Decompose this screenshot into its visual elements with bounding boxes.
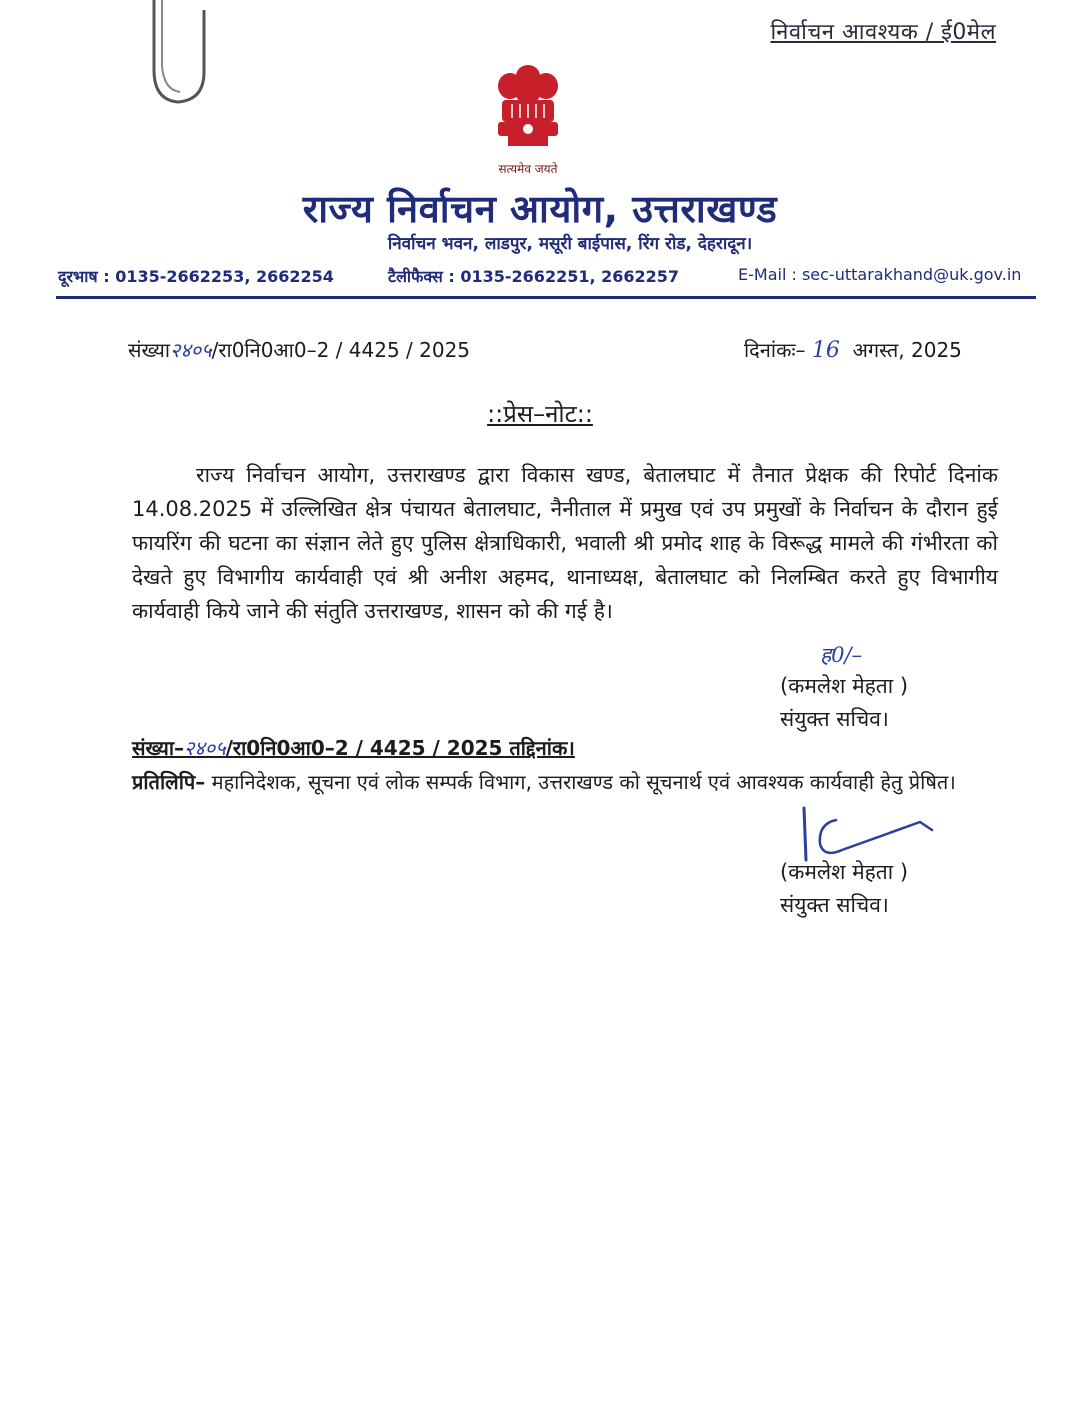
email-address: E-Mail : sec-uttarakhand@uk.gov.in — [738, 265, 1022, 284]
press-note-title-text: ::प्रेस–नोट:: — [487, 400, 593, 428]
signature-block-1 — [780, 640, 980, 736]
signatory-name: (कमलेश मेहता ) — [780, 674, 909, 698]
copy-ref-prefix: संख्या– — [132, 736, 184, 760]
copy-ref-suffix: /रा0नि0आ0–2 / 4425 / 2025 तद्दिनांक। — [225, 736, 575, 760]
reference-handwritten-number: २४०५ — [170, 338, 212, 362]
organization-address: निर्वाचन भवन, लाडपुर, मसूरी बाईपास, रिंग रोड, देहरादून। — [387, 234, 753, 254]
signed-mark: ह0/– — [820, 643, 863, 667]
copy-reference — [132, 734, 575, 761]
emblem-motto: सत्यमेव जयते — [498, 162, 558, 176]
phone-number: दूरभाष : 0135-2662253, 2662254 — [58, 267, 334, 286]
signatory-name-2: (कमलेश मेहता ) — [780, 860, 909, 884]
paper-clip-icon — [140, 0, 220, 110]
copy-to-text — [132, 766, 990, 799]
signature-block-2 — [780, 856, 980, 922]
copy-body: महानिदेशक, सूचना एवं लोक सम्पर्क विभाग, उत्तराखण्ड को सूचनार्थ एवं आवश्यक कार्यवाही हेतु प्रेषित। — [205, 770, 956, 794]
national-emblem — [468, 56, 588, 176]
press-note-title — [0, 397, 1080, 430]
date-label: दिनांकः– — [744, 338, 806, 362]
reference-suffix: /रा0नि0आ0–2 / 4425 / 2025 — [211, 338, 471, 362]
telefax-number: टैलीफैक्स : 0135-2662251, 2662257 — [388, 267, 680, 286]
signatory-designation: संयुक्त सचिव। — [780, 707, 889, 731]
copy-label: प्रतिलिपि– — [132, 770, 206, 794]
emblem-icon — [468, 56, 588, 156]
organization-name: राज्य निर्वाचन आयोग, उत्तराखण्ड — [302, 187, 778, 231]
header-divider — [56, 296, 1036, 299]
press-note-body: राज्य निर्वाचन आयोग, उत्तराखण्ड द्वारा विकास खण्ड, बेतालघाट में तैनात प्रेक्षक की रिपोर्ट दिनांक 14.08.2025 में उल्लिखित क्षेत्र पंचायत बेतालघाट, नैनीताल में प्रमुख एवं उप प्रमुखों के निर्वाचन के दौरान हुई फायरिंग की घटना का संज्ञान लेते हुए पुलिस क्षेत्राधिकारी, भवाली श्री प्रमोद शाह के विरूद्ध मामले की गंभीरता को देखते हुए विभागीय कार्यवाही एवं श्री अनीश अहमद, थानाध्यक्ष, बेतालघाट को निलम्बित करते हुए विभागीय कार्यवाही किये जाने की संतुति उत्तराखण्ड, शासन को की गई है। — [132, 463, 999, 623]
reference-number — [128, 336, 470, 363]
signatory-designation-2: संयुक्त सचिव। — [780, 893, 889, 917]
copy-ref-handwritten-number: २४०५ — [184, 736, 226, 760]
top-note: निर्वाचन आवश्यक / ई0मेल — [770, 20, 996, 45]
date-rest: अगस्त, 2025 — [852, 338, 962, 362]
reference-prefix: संख्या — [128, 338, 170, 362]
date-day-handwritten: 16 — [811, 338, 840, 363]
document-date — [744, 336, 962, 363]
